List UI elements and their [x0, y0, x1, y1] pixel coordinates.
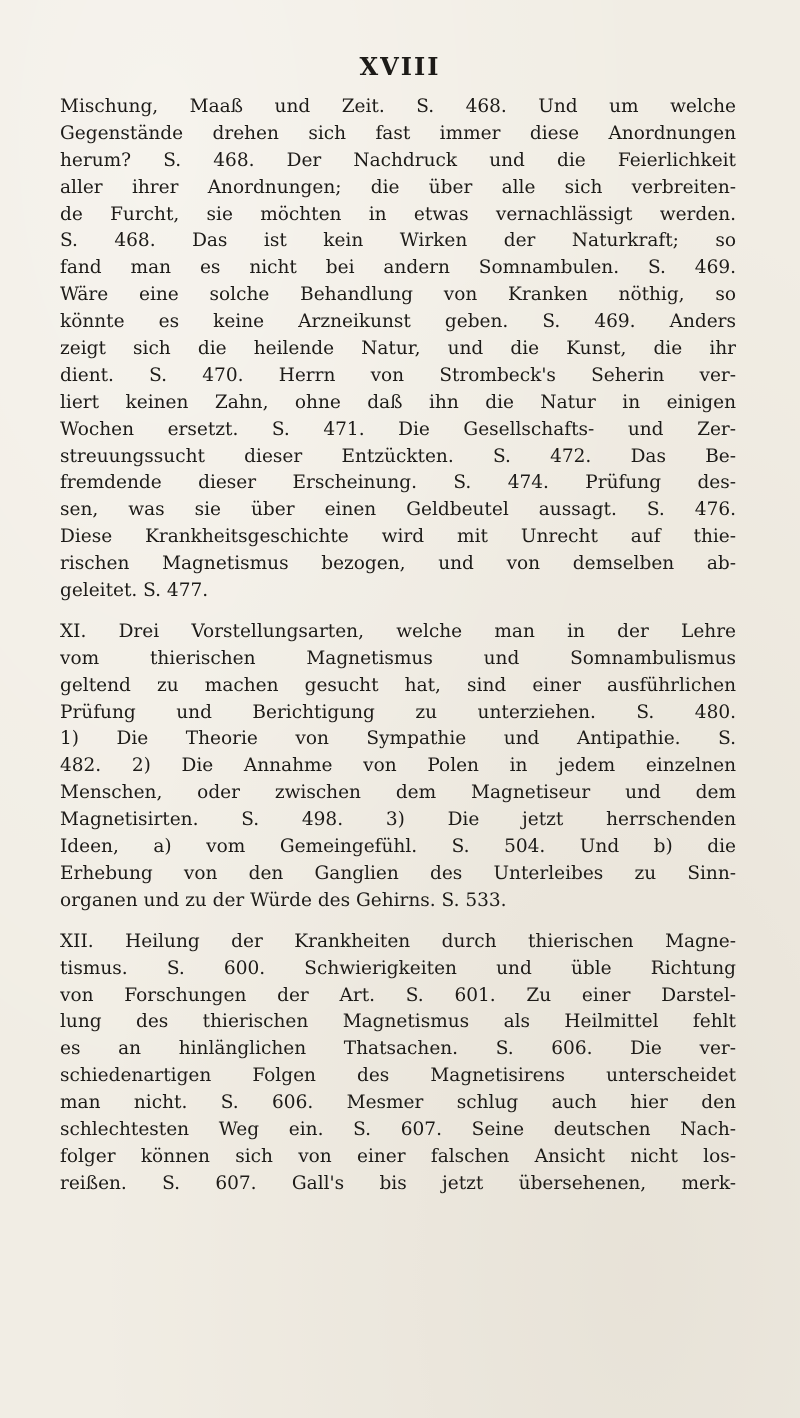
text-line: folger können sich von einer falschen Ansicht nicht los-: [60, 1145, 736, 1167]
text-line: Prüfung und Berichtigung zu unterziehen. S. 480.: [60, 701, 736, 723]
text-line: lung des thierischen Magnetismus als Heilmittel fehlt: [60, 1011, 736, 1033]
body-text: [60, 94, 736, 1198]
text-line: liert keinen Zahn, ohne daß ihn die Natur in einigen: [60, 391, 736, 413]
text-line: fand man es nicht bei andern Somnambulen. S. 469.: [60, 257, 736, 279]
paragraph-section-xi: [60, 619, 736, 915]
section-heading-line: XII. Heilung der Krankheiten durch thierischen Magne-: [60, 930, 736, 952]
section-gap: [60, 605, 736, 619]
text-line: es an hinlänglichen Thatsachen. S. 606. Die ver-: [60, 1038, 736, 1060]
text-line: könnte es keine Arzneikunst geben. S. 469. Anders: [60, 311, 736, 333]
section-heading-line: XI. Drei Vorstellungsarten, welche man in der Lehre: [60, 620, 736, 642]
text-line: herum? S. 468. Der Nachdruck und die Feierlichkeit: [60, 149, 736, 171]
text-line: fremdende dieser Erscheinung. S. 474. Prüfung des-: [60, 472, 736, 494]
text-line: geltend zu machen gesucht hat, sind einer ausführlichen: [60, 674, 736, 696]
paragraph-section-x-continuation: [60, 94, 736, 605]
text-line: man nicht. S. 606. Mesmer schlug auch hier den: [60, 1092, 736, 1114]
text-line: rischen Magnetismus bezogen, und von demselben ab-: [60, 553, 736, 575]
text-line: 482. 2) Die Annahme von Polen in jedem einzelnen: [60, 755, 736, 777]
text-line: Gegenstände drehen sich fast immer diese Anordnungen: [60, 122, 736, 144]
text-line: S. 468. Das ist kein Wirken der Naturkraft; so: [60, 230, 736, 252]
section-gap: [60, 915, 736, 929]
text-line: de Furcht, sie möchten in etwas vernachlässigt werden.: [60, 203, 736, 225]
text-line: zeigt sich die heilende Natur, und die Kunst, die ihr: [60, 338, 736, 360]
text-line: Wochen ersetzt. S. 471. Die Gesellschafts- und Zer-: [60, 418, 736, 440]
text-line: Magnetisirten. S. 498. 3) Die jetzt herrschenden: [60, 809, 736, 831]
text-line: tismus. S. 600. Schwierigkeiten und üble Richtung: [60, 957, 736, 979]
text-line: schlechtesten Weg ein. S. 607. Seine deutschen Nach-: [60, 1118, 736, 1140]
text-line: 1) Die Theorie von Sympathie und Antipathie. S.: [60, 728, 736, 750]
text-line: reißen. S. 607. Gall's bis jetzt übersehenen, merk-: [60, 1172, 736, 1194]
text-line: aller ihrer Anordnungen; die über alle sich verbreiten-: [60, 176, 736, 198]
text-line: schiedenartigen Folgen des Magnetisirens unterscheidet: [60, 1065, 736, 1087]
text-line: sen, was sie über einen Geldbeutel aussagt. S. 476.: [60, 499, 736, 521]
text-line: von Forschungen der Art. S. 601. Zu einer Darstel-: [60, 984, 736, 1006]
text-line: organen und zu der Würde des Gehirns. S. 533.: [60, 889, 507, 911]
text-line: Mischung, Maaß und Zeit. S. 468. Und um welche: [60, 96, 736, 117]
text-line: dient. S. 470. Herrn von Strombeck's Seherin ver-: [60, 364, 736, 386]
paragraph-section-xii: [60, 929, 736, 1198]
text-line: Menschen, oder zwischen dem Magnetiseur und dem: [60, 782, 736, 804]
text-line: streuungssucht dieser Entzückten. S. 472. Das Be-: [60, 445, 736, 467]
text-line: Ideen, a) vom Gemeingefühl. S. 504. Und b) die: [60, 836, 736, 858]
running-head: XVIII: [359, 52, 441, 81]
text-line: vom thierischen Magnetismus und Somnambulismus: [60, 647, 736, 669]
text-line: Diese Krankheitsgeschichte wird mit Unrecht auf thie-: [60, 526, 736, 548]
text-line: Wäre eine solche Behandlung von Kranken nöthig, so: [60, 284, 736, 306]
text-line: Erhebung von den Ganglien des Unterleibes zu Sinn-: [60, 862, 736, 884]
text-line: geleitet. S. 477.: [60, 580, 209, 602]
